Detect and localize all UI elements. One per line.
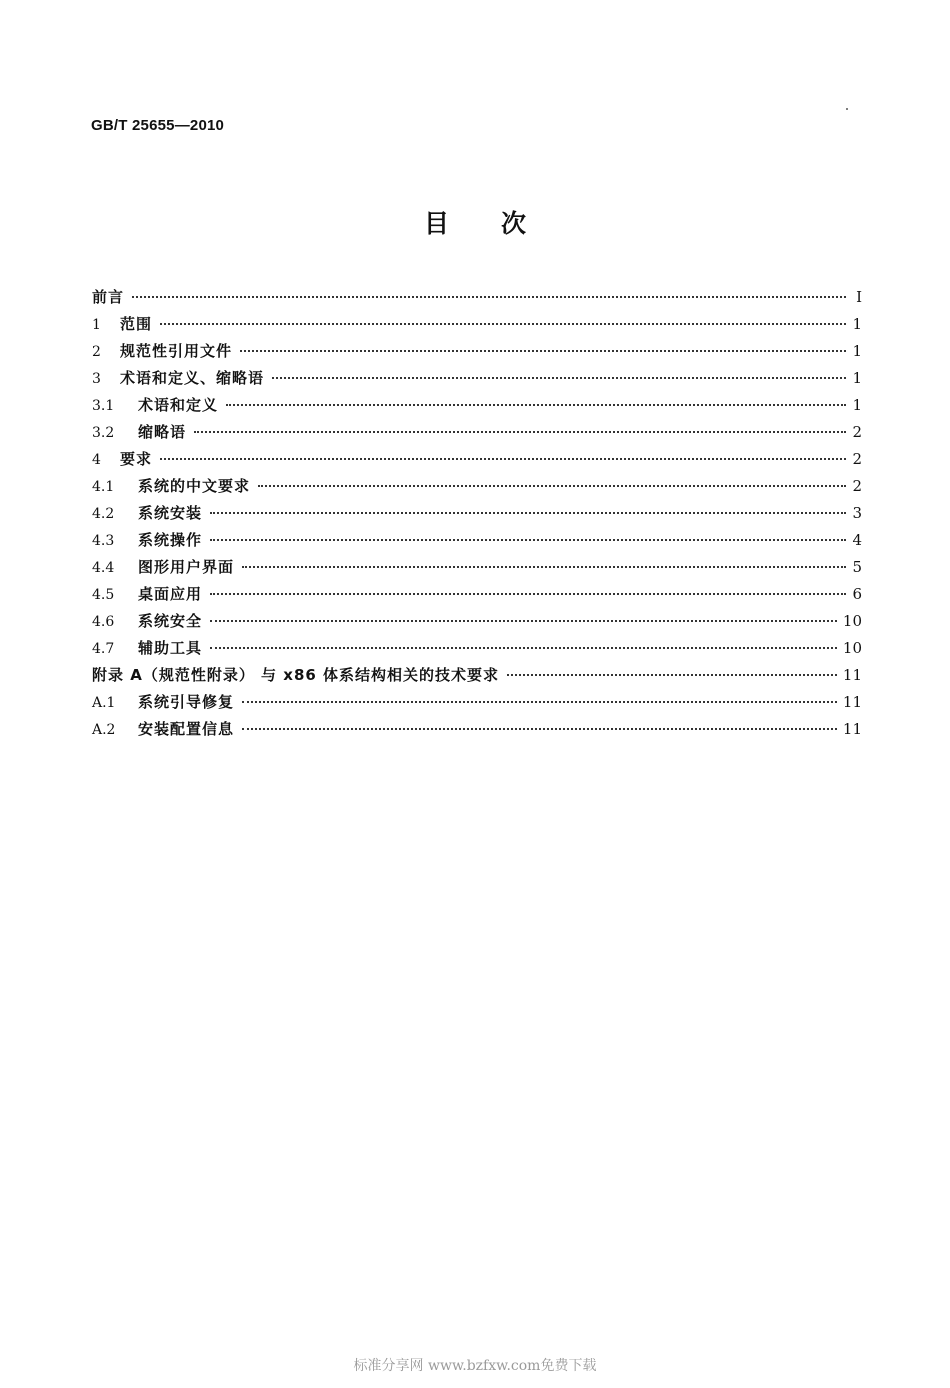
toc-entry-page: 6 bbox=[852, 585, 862, 603]
toc-entry-number: 3.2 bbox=[92, 425, 115, 441]
toc-entry-label: 辅助工具 bbox=[138, 639, 203, 657]
toc-entry-label: 缩略语 bbox=[138, 423, 187, 441]
toc-entry[interactable] bbox=[92, 637, 862, 664]
toc-entry[interactable] bbox=[92, 448, 862, 475]
toc-entry-page: 11 bbox=[842, 720, 862, 738]
toc-entry-label: 术语和定义、缩略语 bbox=[120, 369, 265, 387]
toc-entry-number: 4.1 bbox=[92, 479, 115, 495]
toc-dot-leader bbox=[226, 404, 846, 406]
toc-entry-number: 4.4 bbox=[92, 560, 115, 576]
toc-entry-label: 桌面应用 bbox=[138, 585, 203, 603]
toc-dot-leader bbox=[210, 512, 846, 514]
toc-dot-leader bbox=[210, 539, 846, 541]
toc-dot-leader bbox=[242, 701, 837, 703]
toc-entry-label: 系统安装 bbox=[138, 504, 203, 522]
toc-dot-leader bbox=[242, 728, 837, 730]
toc-entry-label: 系统安全 bbox=[138, 612, 203, 630]
toc-dot-leader bbox=[210, 620, 837, 622]
toc-entry-label: 范围 bbox=[120, 315, 153, 333]
toc-dot-leader bbox=[242, 566, 846, 568]
toc-entry-number: 4.2 bbox=[92, 506, 115, 522]
toc-entry[interactable] bbox=[92, 367, 862, 394]
toc-dot-leader bbox=[507, 674, 837, 676]
toc-entry[interactable] bbox=[92, 475, 862, 502]
toc-dot-leader bbox=[194, 431, 846, 433]
page-title: 目次 bbox=[423, 209, 578, 238]
toc-entry-label: 系统引导修复 bbox=[138, 693, 235, 711]
toc-entry[interactable] bbox=[92, 556, 862, 583]
toc-entry[interactable] bbox=[92, 340, 862, 367]
toc-entry-number: A.1 bbox=[92, 695, 116, 711]
toc-entry-number: 4 bbox=[92, 452, 101, 468]
toc-entry-label: 前言 bbox=[92, 288, 125, 306]
toc-entry[interactable] bbox=[92, 421, 862, 448]
scan-speck bbox=[846, 108, 848, 110]
toc-entry-page: 1 bbox=[852, 396, 862, 414]
toc-entry-page: 11 bbox=[842, 693, 862, 711]
toc-dot-leader bbox=[240, 350, 846, 352]
toc-entry-label: 系统的中文要求 bbox=[138, 477, 251, 495]
toc-entry-number: 3 bbox=[92, 371, 101, 387]
toc-entry-number: 1 bbox=[92, 317, 101, 333]
toc-dot-leader bbox=[160, 458, 846, 460]
toc-entry-page: 2 bbox=[852, 477, 862, 495]
toc-entry-label: 附录 A（规范性附录） 与 x86 体系结构相关的技术要求 bbox=[92, 666, 500, 684]
toc-entry-page: 2 bbox=[852, 423, 862, 441]
toc-entry[interactable] bbox=[92, 664, 862, 691]
toc-dot-leader bbox=[210, 647, 837, 649]
toc-entry-label: 安装配置信息 bbox=[138, 720, 235, 738]
standard-code: GB/T 25655—2010 bbox=[91, 117, 225, 134]
toc-entry-page: 10 bbox=[842, 612, 862, 630]
toc-entry[interactable] bbox=[92, 718, 862, 745]
toc-entry-label: 系统操作 bbox=[138, 531, 203, 549]
table-of-contents bbox=[92, 286, 862, 745]
toc-entry-page: 4 bbox=[852, 531, 862, 549]
toc-entry[interactable] bbox=[92, 583, 862, 610]
toc-entry-page: 1 bbox=[852, 315, 862, 333]
toc-entry-page: 5 bbox=[852, 558, 862, 576]
toc-entry[interactable] bbox=[92, 286, 862, 313]
toc-dot-leader bbox=[258, 485, 846, 487]
toc-entry-page: 2 bbox=[852, 450, 862, 468]
toc-entry[interactable] bbox=[92, 394, 862, 421]
toc-entry-page: 1 bbox=[852, 369, 862, 387]
toc-dot-leader bbox=[132, 296, 846, 298]
toc-dot-leader bbox=[210, 593, 846, 595]
toc-entry-page: 10 bbox=[842, 639, 862, 657]
toc-entry-number: A.2 bbox=[92, 722, 116, 738]
footer-watermark: 标准分享网 www.bzfxw.com免费下载 bbox=[353, 1358, 597, 1374]
toc-entry-number: 4.7 bbox=[92, 641, 115, 657]
toc-entry-page: 1 bbox=[852, 342, 862, 360]
toc-entry-number: 2 bbox=[92, 344, 101, 360]
toc-entry-number: 3.1 bbox=[92, 398, 115, 414]
toc-entry[interactable] bbox=[92, 313, 862, 340]
toc-entry[interactable] bbox=[92, 610, 862, 637]
toc-entry-page: I bbox=[856, 288, 862, 306]
toc-entry-number: 4.5 bbox=[92, 587, 115, 603]
toc-entry[interactable] bbox=[92, 502, 862, 529]
toc-dot-leader bbox=[272, 377, 846, 379]
toc-entry-page: 11 bbox=[842, 666, 862, 684]
toc-entry-label: 要求 bbox=[120, 450, 153, 468]
toc-entry-label: 术语和定义 bbox=[138, 396, 219, 414]
toc-entry-number: 4.6 bbox=[92, 614, 115, 630]
toc-entry[interactable] bbox=[92, 529, 862, 556]
toc-entry-label: 规范性引用文件 bbox=[120, 342, 233, 360]
toc-entry[interactable] bbox=[92, 691, 862, 718]
toc-entry-number: 4.3 bbox=[92, 533, 115, 549]
toc-entry-label: 图形用户界面 bbox=[138, 558, 235, 576]
toc-dot-leader bbox=[160, 323, 846, 325]
toc-entry-page: 3 bbox=[852, 504, 862, 522]
